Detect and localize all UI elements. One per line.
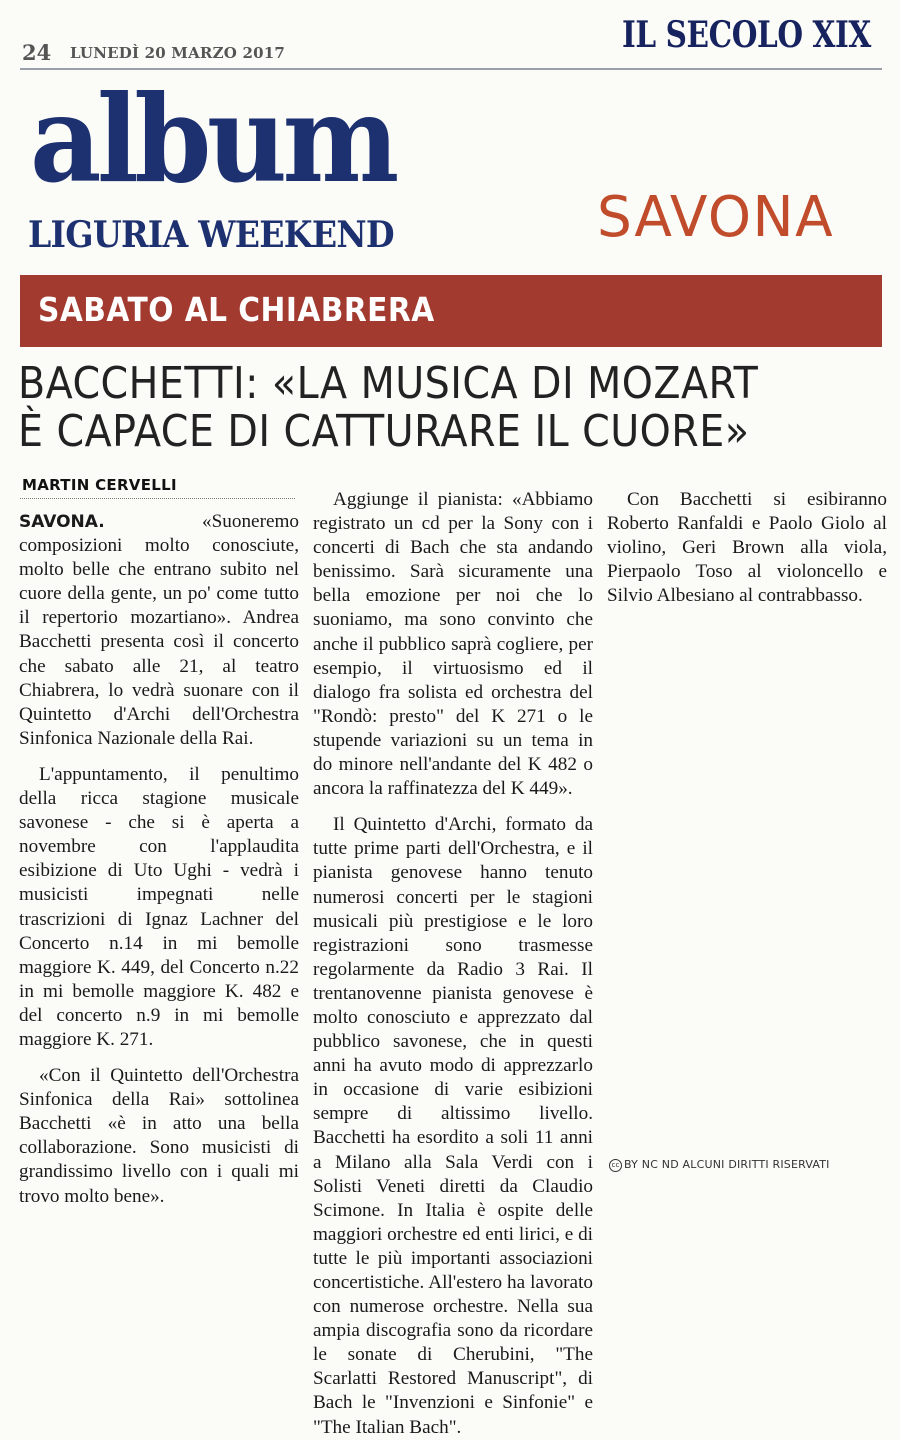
article-column-3 (607, 488, 887, 1138)
byline-rule (20, 498, 295, 499)
issue-date: LUNEDÌ 20 MARZO 2017 (70, 44, 285, 62)
paragraph-text: «Suoneremo composizioni molto conosciute, molto belle che entrano subito nel cuore della gente, un po' come tutto il repertorio mozartiano». Andrea Bacchetti presenta così il concerto che sabato alle 21, al teatro Chiabrera, lo vedrà suonare con il Quintetto d'Archi dell'Orchestra Sinfonica Nazionale della Rai. (19, 511, 299, 749)
paragraph: Il Quintetto d'Archi, formato da tutte prime parti dell'Orchestra, e il pianista genovese hanno tenuto numerosi concerti per le stagioni musicali più prestigiose e le loro registrazioni sono trasmesse regolarmente da Radio 3 Rai. Il trentanovenne pianista genovese è molto conosciuto e apprezzato dal pubblico savonese, che in questi anni ha avuto modo di apprezzarlo in occasione di varie esibizioni sempre di altissimo livello. Bacchetti ha esordito a soli 11 anni a Milano alla Sala Verdi con i Solisti Veneti diretti da Claudio Scimone. In Italia è ospite delle maggiori orchestre ed enti lirici, e di tutte le più importanti associazioni concertistiche. All'estero ha lavorato con numerose orchestre. Nella sua ampia discografia sono da ricordare le sonate di Cherubini, "The Scarlatti Restored Manuscript", di Bach le "Invenzioni e Sinfonie" e "The Italian Bach". (313, 814, 593, 1438)
creative-commons-icon: cc (609, 1159, 622, 1172)
newspaper-masthead: IL SECOLO XIX (622, 14, 871, 56)
paragraph: L'appuntamento, il penultimo della ricca stagione musicale savonese - che si è aperta a novembre con l'applaudita esibizione di Uto Ughi - vedrà i musicisti impegnati nelle trascrizioni di Ignaz Lachner del Concerto n.14 in mi bemolle maggiore K. 449, del Concerto n.22 in mi bemolle maggiore K. 482 e del concerto n.9 in mi bemolle maggiore K. 271. (19, 763, 299, 1050)
paragraph: Con Bacchetti si esibiranno Roberto Ranfaldi e Paolo Giolo al violino, Geri Brown alla viola, Pierpaolo Toso al violoncello e Silvio Albesiano al contrabbasso. (607, 489, 887, 607)
article-column-2 (313, 488, 593, 1438)
article-column-1 (19, 510, 299, 1207)
page-number: 24 (22, 40, 52, 65)
license-text: BY NC ND ALCUNI DIRITTI RISERVATI (624, 1158, 830, 1171)
section-subtitle: LIGURIA WEEKEND (28, 214, 394, 256)
article-headline (18, 360, 758, 456)
paragraph: Aggiunge il pianista: «Abbiamo registrato un cd per la Sony con i concerti di Bach che sta andando benissimo. Sarà sicuramente una bella emozione per noi che lo suoniamo, ma sono convinto che anche il pubblico saprà cogliere, per esempio, il virtuosismo ed il dialogo fra solista ed orchestra del "Rondò: presto" del K 271 o le stupende variazioni su un tema in do minore nell'andante del K 482 o ancora la raffinatezza del K 449». (313, 489, 593, 800)
paragraph: «Con il Quintetto dell'Orchestra Sinfonica della Rai» sottolinea Bacchetti «è in atto una bella collaborazione. Sono musicisti di grandissimo livello con i quali mi trovo molto bene». (19, 1065, 299, 1207)
author-byline: MARTIN CERVELLI (22, 476, 177, 494)
kicker-text: SABATO AL CHIABRERA (38, 290, 435, 329)
dateline: SAVONA. (19, 512, 105, 532)
headline-line-2: È CAPACE DI CATTURARE IL CUORE» (18, 406, 750, 457)
license-note (609, 1158, 830, 1172)
headline-line-1: BACCHETTI: «LA MUSICA DI MOZART (18, 358, 759, 409)
city-label: SAVONA (597, 185, 835, 250)
section-album-logo: album (30, 69, 395, 210)
paragraph (19, 510, 299, 751)
